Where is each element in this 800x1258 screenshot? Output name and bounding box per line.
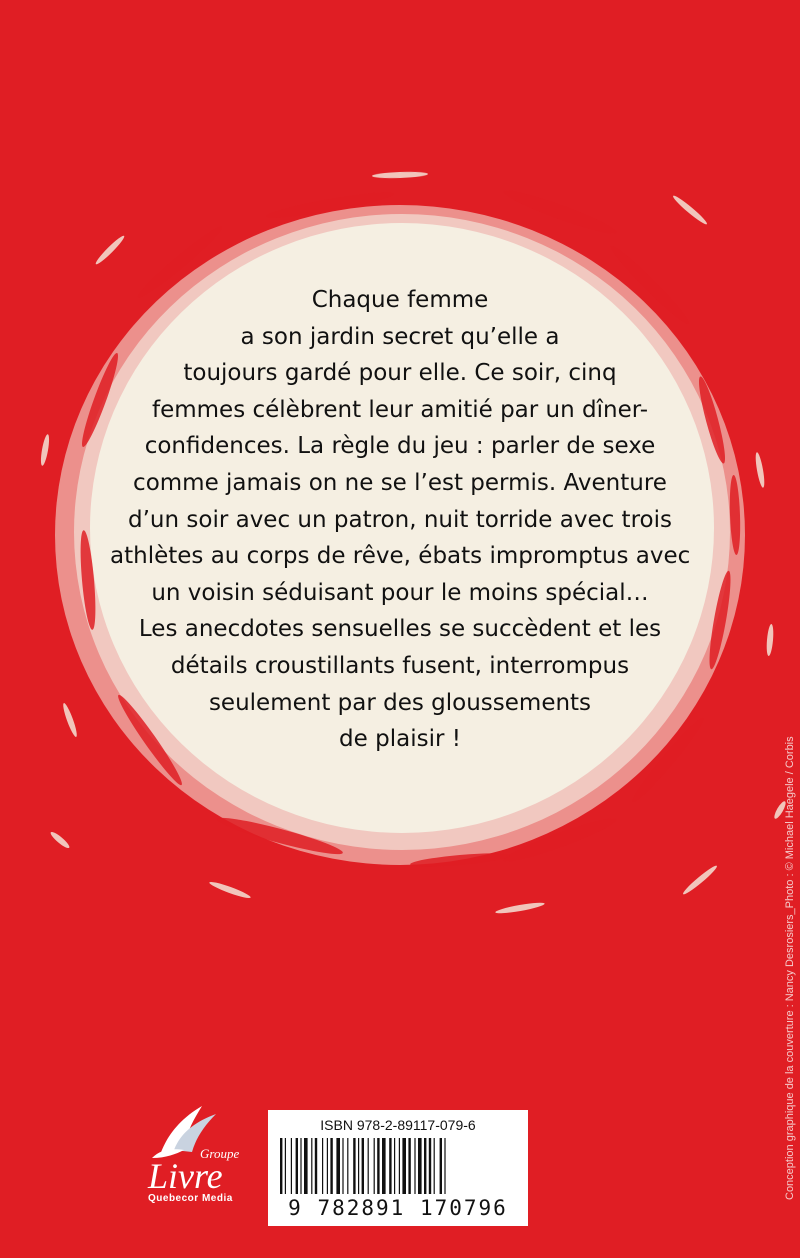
- back-cover-blurb: [110, 282, 690, 758]
- blurb-line: confidences. La règle du jeu : parler de sexe: [144, 433, 656, 460]
- blurb-line: athlètes au corps de rêve, ébats impromptus avec: [110, 543, 691, 570]
- isbn-label: ISBN 978-2-89117-079-6: [320, 1117, 476, 1133]
- barcode-bars: [278, 1138, 518, 1196]
- blurb-line: seulement par des gloussements: [208, 689, 592, 716]
- blurb-line: un voisin séduisant pour le moins spécial…: [151, 579, 649, 606]
- logo-livre-text: Livre: [148, 1156, 223, 1196]
- logo-groupe-text: Groupe: [200, 1146, 240, 1161]
- blurb-line: toujours gardé pour elle. Ce soir, cinq: [183, 360, 617, 387]
- blurb-line: femmes célèbrent leur amitié par un dîner-: [151, 396, 649, 423]
- isbn-barcode: [268, 1110, 528, 1226]
- logo-quebecor-text: Quebecor Media: [148, 1193, 233, 1204]
- blurb-line: d’un soir avec un patron, nuit torride avec trois: [128, 506, 672, 533]
- blurb-line: détails croustillants fusent, interrompus: [170, 652, 630, 679]
- blurb-line: a son jardin secret qu’elle a: [240, 323, 560, 350]
- barcode-digits: 9 782891 170796: [288, 1196, 508, 1220]
- blurb-line: de plaisir !: [339, 726, 461, 753]
- cover-credit: Conception graphique de la couverture : Nancy Desrosiers_Photo : © Michael Haegele / Corbis: [784, 736, 796, 1200]
- blurb-line: Chaque femme: [311, 287, 489, 313]
- blurb-line: Les anecdotes sensuelles se succèdent et les: [138, 616, 662, 643]
- blurb-line: comme jamais on ne se l’est permis. Aventure: [133, 469, 667, 496]
- publisher-logo: [130, 1100, 250, 1220]
